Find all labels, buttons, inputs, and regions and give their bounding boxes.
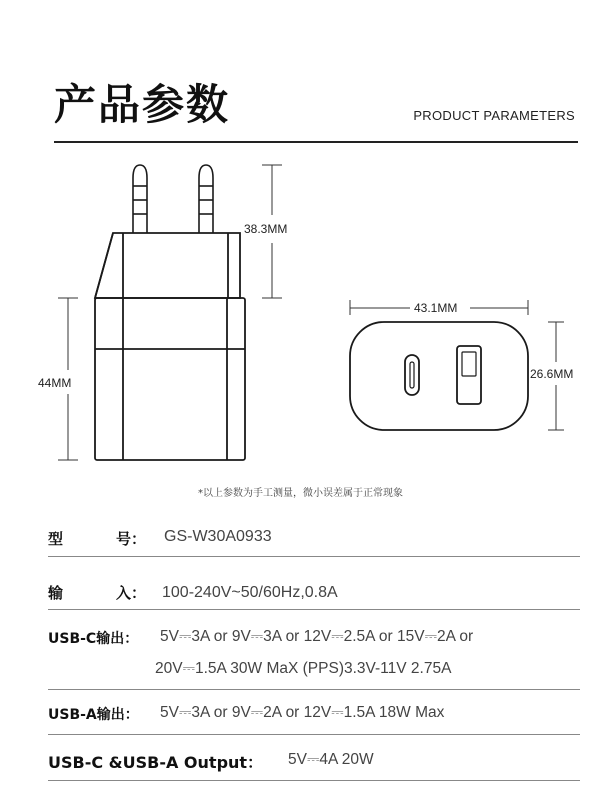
header-divider [54, 141, 578, 143]
model-label-char2: 号： [116, 530, 147, 548]
usb-a-output-label: USB-A输出： [48, 707, 139, 723]
body-height-label: 44MM [38, 376, 72, 390]
charger-body-illustration [95, 233, 245, 460]
page-subtitle: PRODUCT PARAMETERS [413, 108, 575, 123]
dimension-diagram [0, 150, 601, 480]
measurement-note: *以上参数为手工测量，微小误差属于正常现象 [198, 488, 403, 499]
model-value: GS-W30A0933 [164, 528, 272, 545]
charger-face-illustration [350, 322, 528, 430]
spec-divider [48, 780, 580, 781]
usb-a-output-value: 5V⎓3A or 9V⎓2A or 12V⎓1.5A 18W Max [160, 704, 445, 721]
pin-height-label: 38.3MM [244, 222, 288, 236]
spec-divider [48, 609, 580, 610]
combined-output-label: USB-C &USB-A Output： [48, 753, 264, 772]
face-height-label: 26.6MM [530, 367, 574, 381]
usb-c-output-label: USB-C输出： [48, 631, 139, 647]
spec-divider [48, 556, 580, 557]
usb-c-output-value-line1: 5V⎓3A or 9V⎓3A or 12V⎓2.5A or 15V⎓2A or [160, 628, 474, 645]
usb-c-output-value-line2: 20V⎓1.5A 30W MaX (PPS)3.3V-11V 2.75A [155, 660, 452, 677]
model-label-char1: 型 [48, 530, 64, 548]
charger-pins-illustration [133, 165, 213, 233]
face-width-label: 43.1MM [414, 301, 458, 315]
page-title: 产品参数 [54, 80, 231, 129]
input-label-char1: 输 [48, 584, 64, 602]
spec-divider [48, 734, 580, 735]
spec-divider [48, 689, 580, 690]
combined-output-value: 5V⎓4A 20W [288, 751, 374, 768]
input-value: 100-240V~50/60Hz,0.8A [162, 584, 338, 601]
input-label-char2: 入： [116, 584, 147, 602]
